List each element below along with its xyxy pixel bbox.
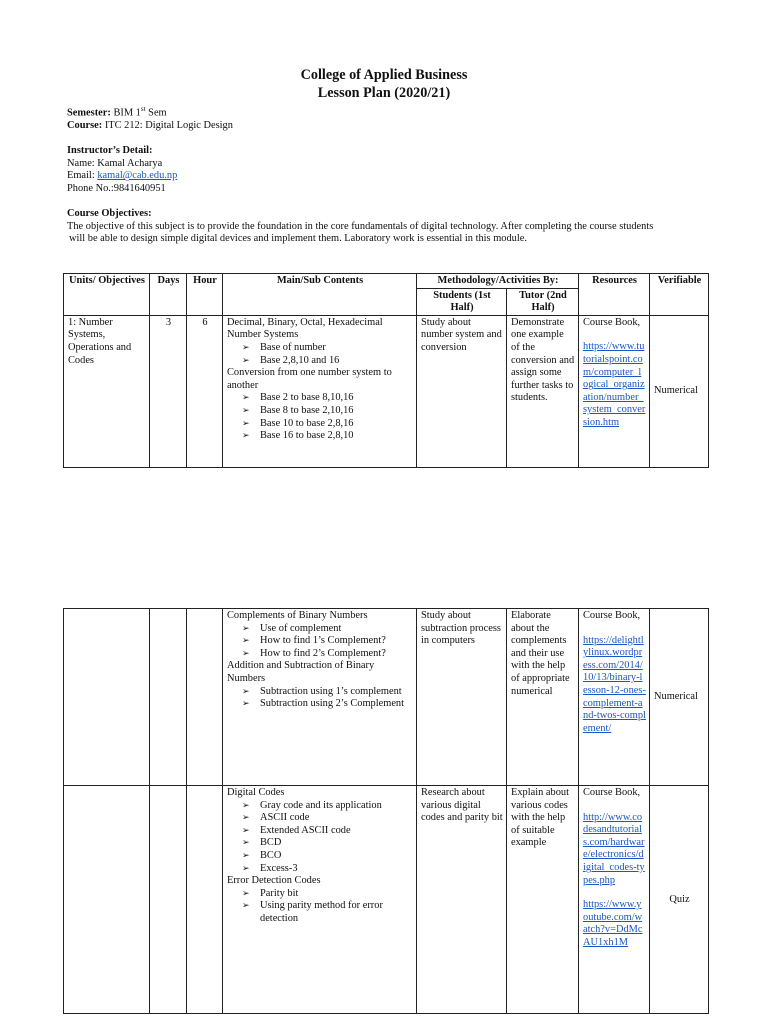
content-list bbox=[227, 800, 413, 876]
unit-cell bbox=[64, 786, 150, 1014]
resources-cell bbox=[579, 315, 650, 467]
course-line bbox=[67, 120, 707, 133]
lesson-table-1 bbox=[63, 273, 709, 468]
students-cell: Study about number system and conversion bbox=[417, 315, 507, 467]
tutor-cell: Elaborate about the complements and their use with the help of appropriate numerical bbox=[507, 609, 579, 786]
list-item: ➢ ASCII code bbox=[242, 812, 413, 825]
main-contents-cell bbox=[223, 786, 417, 1014]
semester-value: BIM 1 bbox=[110, 107, 141, 119]
list-item: ➢ How to find 1’s Complement? bbox=[242, 635, 413, 648]
days-cell: 3 bbox=[150, 315, 187, 467]
objectives-text-1: The objective of this subject is to provide the foundation in the core fundamentals of digital technology. After completing the course students bbox=[67, 220, 654, 232]
email-link[interactable]: kamal@cab.edu.np bbox=[97, 170, 178, 182]
content-list bbox=[227, 342, 413, 367]
days-cell bbox=[150, 609, 187, 786]
verifiable-cell: Numerical bbox=[650, 609, 709, 786]
resources-cell bbox=[579, 786, 650, 1014]
content-addsub: Addition and Subtraction of Binary Numbers bbox=[227, 660, 375, 684]
email-label: Email: bbox=[67, 170, 98, 182]
header-verifiable: Verifiable bbox=[650, 274, 709, 316]
main-contents-cell bbox=[223, 609, 417, 786]
content-list bbox=[227, 623, 413, 661]
days-cell bbox=[150, 786, 187, 1014]
phone-line: Phone No.:9841640951 bbox=[67, 183, 166, 195]
resource-link[interactable]: https://www.tutorialspoint.com/computer_logical_organization/number_system_conversion.htm bbox=[583, 341, 646, 428]
table-row bbox=[64, 786, 709, 1014]
hour-cell bbox=[187, 786, 223, 1014]
resource-link[interactable]: http://www.codesandtutorials.com/hardware/electronics/digital_codes-types.php bbox=[583, 811, 645, 886]
page-title bbox=[0, 66, 768, 102]
list-item: ➢ Use of complement bbox=[242, 623, 413, 636]
course-header bbox=[67, 103, 707, 246]
list-item: ➢ BCD bbox=[242, 837, 413, 850]
tutor-cell: Demonstrate one example of the conversion and assign some further tasks to students. bbox=[507, 315, 579, 467]
resource-text: Course Book, bbox=[583, 610, 641, 621]
list-item: ➢ Base of number bbox=[242, 342, 413, 355]
header-days: Days bbox=[150, 274, 187, 316]
header-main: Main/Sub Contents bbox=[223, 274, 417, 316]
instructor-heading: Instructor’s Detail: bbox=[67, 145, 153, 157]
content-error-detection: Error Detection Codes bbox=[227, 875, 321, 887]
content-list bbox=[227, 686, 413, 711]
tutor-cell: Explain about various codes with the help of suitable example bbox=[507, 786, 579, 1014]
content-intro: Complements of Binary Numbers bbox=[227, 610, 368, 621]
hour-cell: 6 bbox=[187, 315, 223, 467]
email-line bbox=[67, 170, 707, 183]
main-contents-cell bbox=[223, 315, 417, 467]
list-item: ➢ Excess-3 bbox=[242, 863, 413, 876]
lesson-plan-title: Lesson Plan (2020/21) bbox=[317, 85, 451, 101]
objectives-text-2: will be able to design simple digital devices and implement them. Laboratory work is essential in this module. bbox=[69, 233, 527, 245]
header-students: Students (1st Half) bbox=[417, 288, 507, 315]
header-units: Units/ Objectives bbox=[64, 274, 150, 316]
list-item: ➢ How to find 2’s Complement? bbox=[242, 648, 413, 661]
list-item: ➢ Gray code and its application bbox=[242, 800, 413, 813]
content-conversion: Conversion from one number system to another bbox=[227, 367, 392, 391]
list-item: ➢ BCO bbox=[242, 850, 413, 863]
content-list bbox=[227, 392, 413, 442]
students-cell: Study about subtraction process in computers bbox=[417, 609, 507, 786]
list-item: ➢ Subtraction using 1’s complement bbox=[242, 686, 413, 699]
list-item: ➢ Base 10 to base 2,8,16 bbox=[242, 418, 413, 431]
objectives-heading: Course Objectives: bbox=[67, 208, 152, 220]
table-row bbox=[64, 315, 709, 467]
content-intro: Decimal, Binary, Octal, Hexadecimal Number Systems bbox=[227, 316, 383, 341]
resource-link[interactable]: https://delightlylinux.wordpress.com/2014/10/13/binary-lesson-12-ones-complement-and-twos-complement/ bbox=[583, 634, 646, 734]
resource-link[interactable]: https://www.youtube.com/watch?v=DdMcAU1xh1M bbox=[583, 899, 643, 948]
semester-sup: st bbox=[140, 105, 146, 113]
verifiable-cell: Numerical bbox=[650, 315, 709, 467]
resource-text: Course Book, bbox=[583, 787, 641, 798]
resource-text: Course Book, bbox=[583, 316, 641, 328]
semester-line bbox=[67, 103, 707, 120]
list-item: ➢ Base 8 to base 2,10,16 bbox=[242, 405, 413, 418]
hour-cell bbox=[187, 609, 223, 786]
unit-cell bbox=[64, 609, 150, 786]
semester-tail: Sem bbox=[145, 107, 167, 119]
course-value: ITC 212: Digital Logic Design bbox=[102, 120, 233, 132]
resources-cell bbox=[579, 609, 650, 786]
table-row bbox=[64, 609, 709, 786]
header-methodology: Methodology/Activities By: bbox=[417, 274, 579, 289]
header-tutor: Tutor (2nd Half) bbox=[507, 288, 579, 315]
list-item: ➢ Extended ASCII code bbox=[242, 825, 413, 838]
list-item: ➢ Using parity method for error detection bbox=[242, 900, 413, 925]
unit-cell: 1: Number Systems, Operations and Codes bbox=[64, 315, 150, 467]
college-name: College of Applied Business bbox=[300, 67, 468, 83]
list-item: ➢ Subtraction using 2’s Complement bbox=[242, 698, 413, 711]
header-hour: Hour bbox=[187, 274, 223, 316]
instructor-name: Name: Kamal Acharya bbox=[67, 157, 163, 169]
verifiable-cell: Quiz bbox=[650, 786, 709, 1014]
content-list bbox=[227, 888, 413, 926]
list-item: ➢ Base 16 to base 2,8,10 bbox=[242, 430, 413, 443]
list-item: ➢ Base 2,8,10 and 16 bbox=[242, 355, 413, 368]
students-cell: Research about various digital codes and parity bit bbox=[417, 786, 507, 1014]
header-resources: Resources bbox=[579, 274, 650, 316]
list-item: ➢ Base 2 to base 8,10,16 bbox=[242, 392, 413, 405]
content-intro: Digital Codes bbox=[227, 787, 285, 798]
semester-label: Semester: bbox=[67, 107, 111, 119]
list-item: ➢ Parity bit bbox=[242, 888, 413, 901]
lesson-table-2 bbox=[63, 608, 709, 1014]
course-label: Course: bbox=[67, 120, 103, 132]
